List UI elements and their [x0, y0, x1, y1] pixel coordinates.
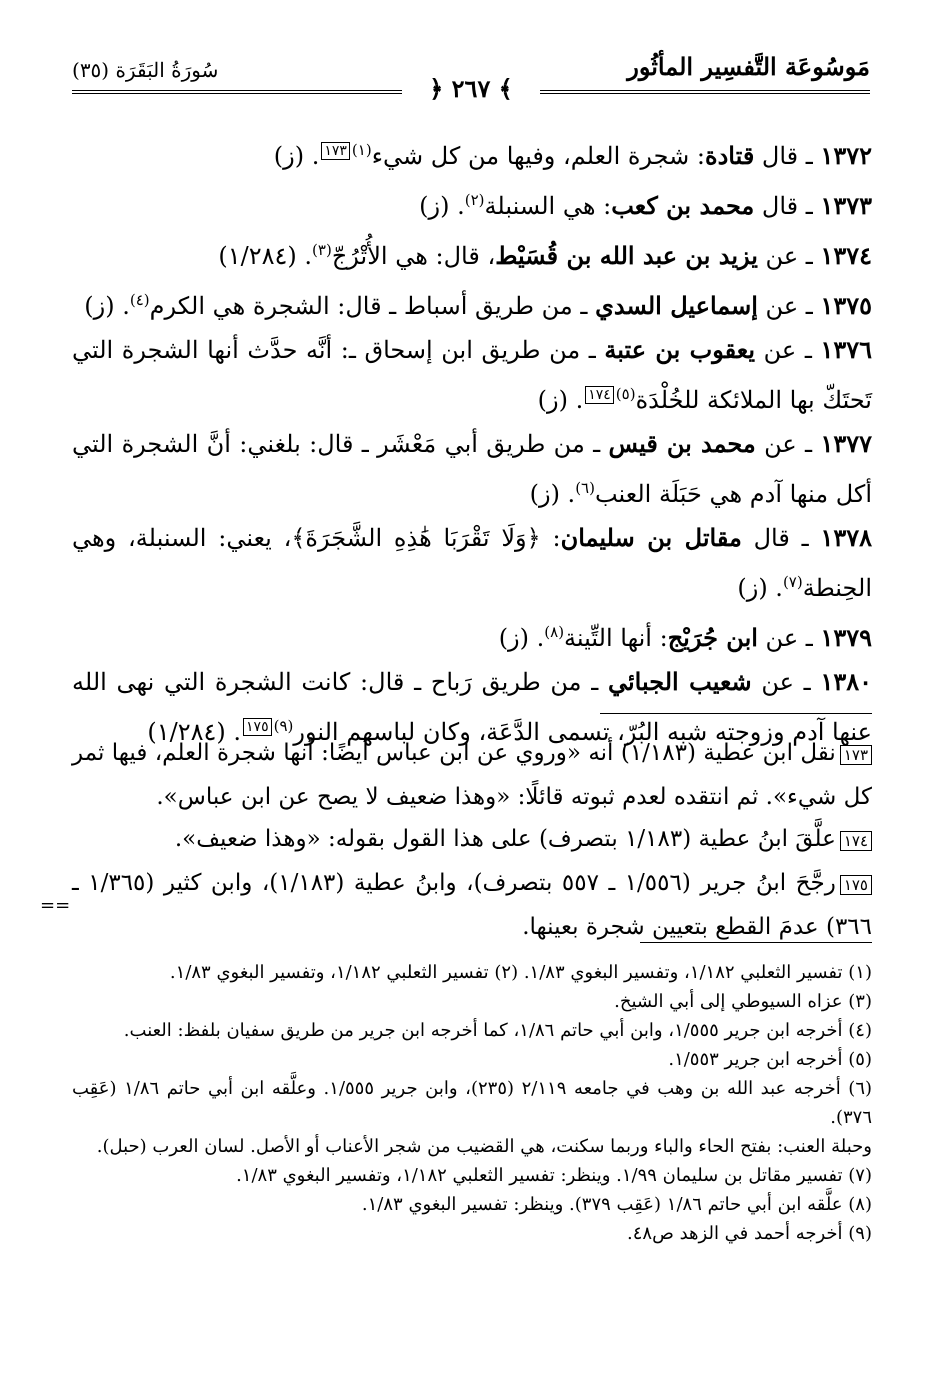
entry-text: : شجرة العلم، وفيها من كل شيء — [371, 142, 705, 170]
entry-source: . (ز) — [419, 192, 465, 220]
footnote-item: (٦) أخرجه عبد الله بن وهب في جامعه ٢/١١٩ (٢٣٥)، وابن جرير ١/٥٥٥. وعلَّقه ابن أبي حاتم ١/٨٦ (عَقِب ٣٧٦). — [72, 1078, 873, 1128]
entry-text: ـ من طريق أسباط ـ قال: الشجرة هي الكرم — [149, 292, 596, 320]
entry-source: . (ز) — [498, 624, 545, 652]
entry-text: ، قال: هي الأُتْرُجّ — [331, 242, 496, 270]
narrator-name: يزيد بن عبد الله بن قُسَيْط — [495, 241, 758, 270]
entry-text: ـ من طريق ابن إسحاق ـ: أنَّه حدَّث أنها الشجرة التي تَحتَكّ بها الملائكة للخُلْدَة — [72, 336, 872, 414]
entry-prefix: ـ عن — [757, 292, 821, 320]
entry-number: ١٣٧٥ — [820, 291, 872, 320]
entry-number: ١٣٧٤ — [820, 241, 872, 270]
entry-prefix: ـ عن — [757, 624, 821, 652]
comment-ref-box: ١٧٥ — [243, 718, 272, 736]
comment-ref-box: ١٧٣ — [321, 142, 350, 160]
footnotes-separator — [640, 942, 872, 943]
footnote-ref: (٥) — [615, 385, 636, 403]
comments-separator — [600, 713, 872, 714]
footnote-item: (٩) أخرجه أحمد في الزهد ص٤٨. — [627, 1223, 872, 1244]
entry-source: . (١/٢٨٤) — [147, 718, 242, 746]
header-rule-right — [540, 90, 870, 94]
entry-prefix: ـ عن — [757, 242, 821, 270]
continuation-mark: == — [40, 895, 71, 916]
footnote-ref: (٩) — [273, 717, 294, 735]
entry-source: . (ز) — [273, 142, 320, 170]
comment-item — [72, 818, 872, 862]
entries-list — [72, 128, 872, 754]
footnote-ref: (٢) — [464, 191, 485, 209]
comment-item — [72, 862, 872, 948]
footnote-ref: (٦) — [575, 479, 595, 497]
entry-number: ١٣٧٩ — [820, 623, 872, 652]
narrator-name: مقاتل بن سليمان — [560, 523, 742, 552]
narrator-name: شعيب الجبائي — [608, 667, 752, 696]
comment-text: نقل ابن عطية (١/١٨٣) أنه «وروي عن ابن عباس أيضًا: أنها شجرة العلم، فيها ثمر كل شيء». ثم انتقده لعدم ثبوته قائلًا: «وهذا ضعيف لا يصح عن ابن عباس». — [72, 740, 872, 810]
narrator-name: قتادة — [705, 141, 755, 170]
entry-source: . (ز) — [737, 574, 783, 602]
entry-item — [72, 328, 872, 422]
footnote-item: (٤) أخرجه ابن جرير ١/٥٥٥، وابن أبي حاتم ١/٨٦، كما أخرجه ابن جرير من طريق سفيان بلفظ: العنب. — [123, 1020, 872, 1041]
entry-item — [72, 516, 872, 610]
narrator-name: ابن جُرَيْج — [667, 623, 758, 652]
narrator-name: إسماعيل السدي — [595, 291, 758, 320]
entry-source: . (ز) — [537, 386, 584, 414]
entry-item — [72, 278, 872, 328]
footnote-item: (١) تفسير الثعلبي ١/١٨٢، وتفسير البغوي ١/٨٣. (٢) تفسير الثعلبي ١/١٨٢، وتفسير البغوي ١/٨٣. — [169, 962, 872, 983]
narrator-name: محمد بن كعب — [611, 191, 755, 220]
entry-number: ١٣٨٠ — [820, 667, 873, 696]
entry-prefix: ـ عن — [755, 336, 821, 364]
entry-number: ١٣٧٦ — [820, 335, 872, 364]
entry-source: . (ز) — [84, 292, 130, 320]
entry-number: ١٣٧٣ — [820, 191, 872, 220]
entry-text: ـ من طريق أبي مَعْشَر ـ قال: بلغني: أنَّ الشجرة التي أكل منها آدم هي حَبَلَة العنب — [72, 430, 872, 508]
comment-number-box: ١٧٥ — [840, 875, 872, 895]
footnote-item: (٧) تفسير مقاتل بن سليمان ١/٩٩. وينظر: تفسير الثعلبي ١/١٨٢، وتفسير البغوي ١/٨٣. — [236, 1165, 872, 1186]
comment-item — [72, 732, 872, 818]
entry-number: ١٣٧٨ — [820, 523, 872, 552]
entry-item — [72, 610, 872, 660]
entry-prefix: ـ عن — [755, 430, 821, 458]
book-title-header: مَوسُوعَة التَّفسِير المأثُور — [627, 52, 870, 81]
footnote-ref: (٣) — [312, 241, 332, 259]
entry-item — [72, 228, 872, 278]
entry-text: ـ من طريق رَباح ـ قال: كانت الشجرة التي نهى الله عنها آدم وزوجته شبه البُرّ، تسمى الدَّعَة، وكان لباسهم النور — [72, 668, 872, 746]
entry-text: : هي السنبلة — [484, 192, 612, 220]
comment-ref-box: ١٧٤ — [585, 386, 614, 404]
comment-number-box: ١٧٤ — [840, 831, 872, 851]
entry-item — [72, 178, 872, 228]
footnote-ref: (٧) — [782, 573, 803, 591]
comment-text: علَّقَ ابنُ عطية (١/١٨٣ بتصرف) على هذا القول بقوله: «وهذا ضعيف». — [174, 826, 836, 852]
narrator-name: محمد بن قيس — [608, 429, 756, 458]
footnotes-section — [72, 958, 872, 1248]
entry-number: ١٣٧٢ — [820, 141, 872, 170]
footnote-item: (٨) علَّقه ابن أبي حاتم ١/٨٦ (عَقِب ٣٧٩). وينظر: تفسير البغوي ١/٨٣. — [361, 1194, 872, 1215]
entry-source: . (ز) — [529, 480, 576, 508]
entry-prefix: ـ عن — [751, 668, 821, 696]
entry-prefix: ـ قال — [741, 524, 821, 552]
page-number: ﴿ ٢٦٧ ﴾ — [429, 74, 513, 103]
narrator-name: يعقوب بن عتبة — [604, 335, 756, 364]
entry-text: : ﴿وَلَا تَقْرَبَا هَٰذِهِ الشَّجَرَةَ﴾، يعني: السنبلة، وهي الحِنطة — [72, 524, 872, 602]
header-rule-left — [72, 90, 402, 94]
footnote-ref: (٤) — [129, 291, 150, 309]
comments-section — [72, 732, 872, 948]
footnote-item: وحبلة العنب: بفتح الحاء والباء وربما سكنت، هي القضيب من شجر الأعناب أو الأصل. لسان العرب (حبل). — [96, 1136, 872, 1157]
entry-number: ١٣٧٧ — [820, 429, 872, 458]
footnote-ref: (١) — [351, 141, 372, 159]
comment-number-box: ١٧٣ — [840, 745, 872, 765]
entry-item — [72, 422, 872, 516]
surah-header: سُورَةُ البَقَرَة (٣٥) — [72, 58, 219, 82]
entry-prefix: ـ قال — [754, 192, 821, 220]
footnote-item: (٣) عزاه السيوطي إلى أبي الشيخ. — [614, 991, 872, 1012]
entry-prefix: ـ قال — [754, 142, 821, 170]
footnote-ref: (٨) — [544, 623, 565, 641]
entry-source: . (١/٢٨٤) — [218, 242, 313, 270]
entry-item — [72, 128, 872, 178]
comment-text: رجَّحَ ابنُ جرير (١/٥٥٦ ـ ٥٥٧ بتصرف)، وابنُ عطية (١/١٨٣)، وابن كثير (١/٣٦٥ ـ ٣٦٦) عدمَ القطع بتعيين شجرة بعينها. — [72, 870, 872, 940]
footnote-item: (٥) أخرجه ابن جرير ١/٥٥٣. — [668, 1049, 872, 1070]
entry-text: : أنها التِّينة — [564, 624, 668, 652]
